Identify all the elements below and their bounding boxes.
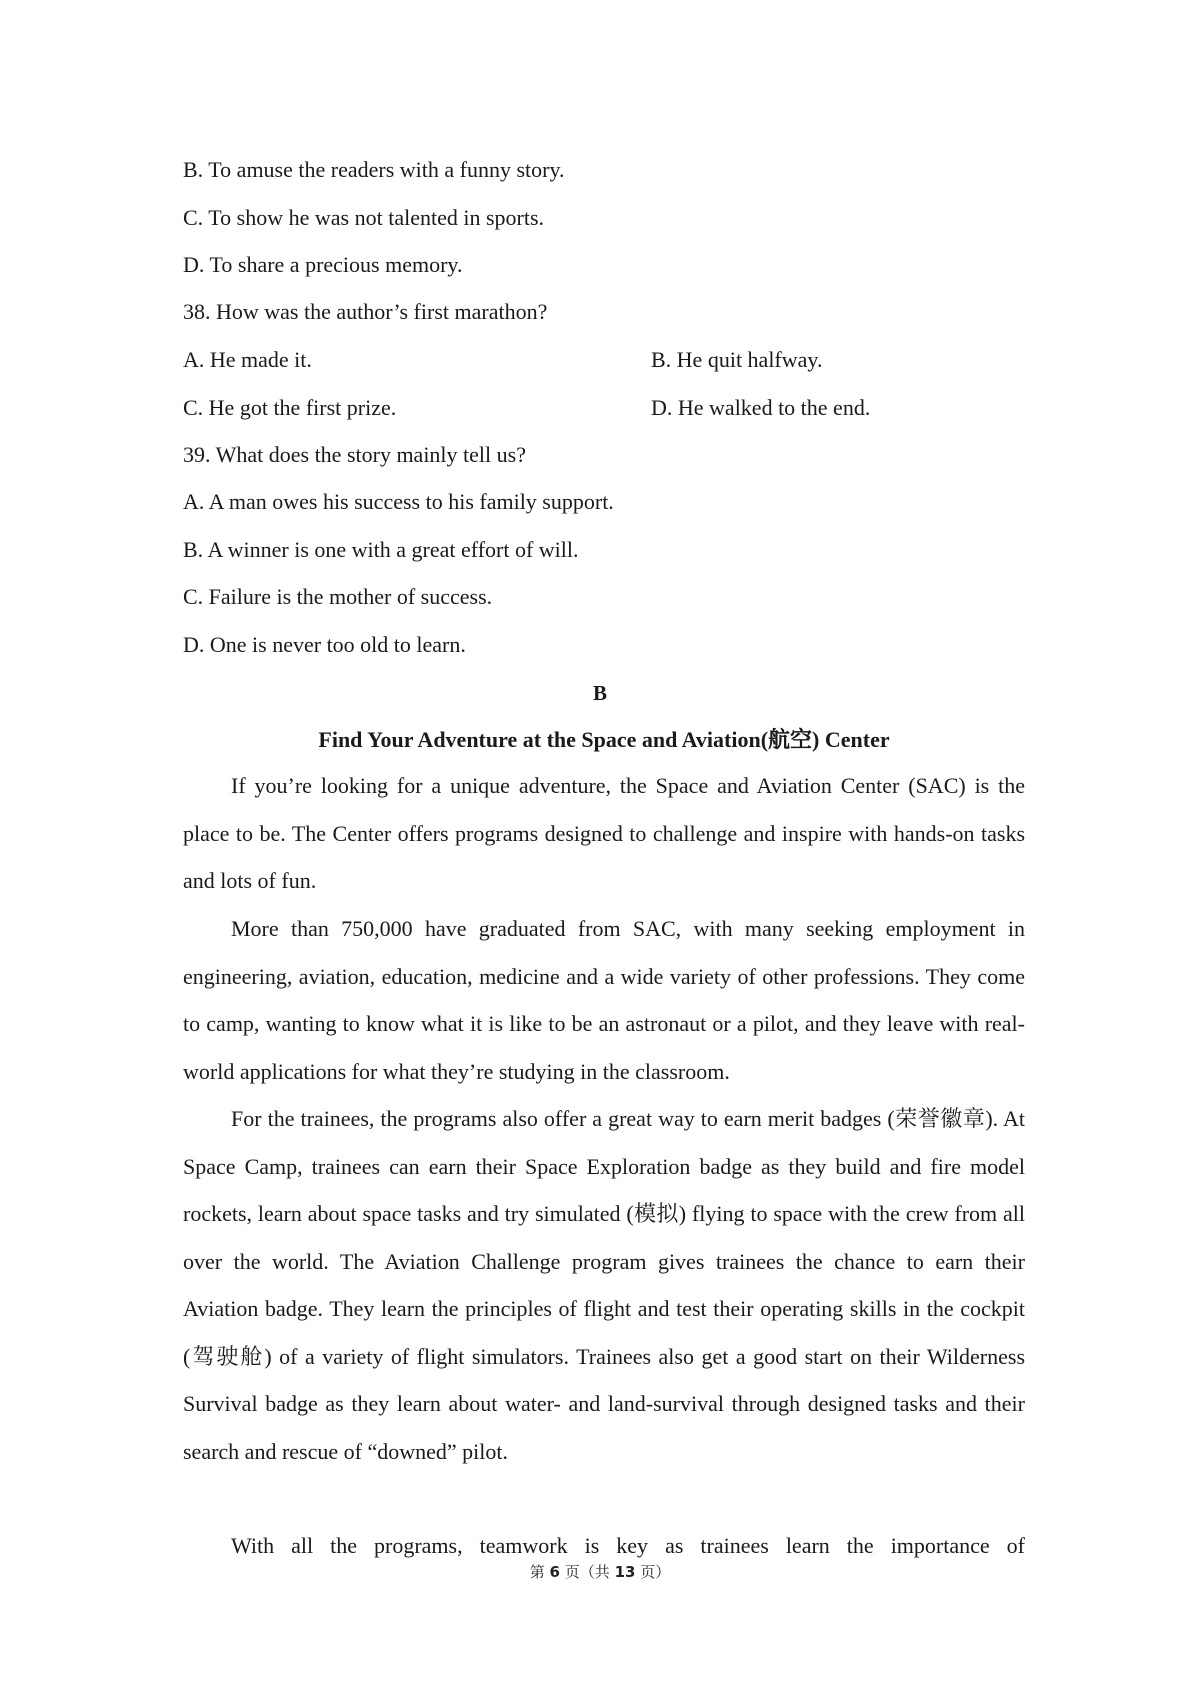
q37-option-b: B. To amuse the readers with a funny story. [183,157,565,182]
section-letter: B [592,681,607,705]
footer-suffix: 页） [640,1563,671,1581]
q38-question: 38. How was the author’s first marathon? [183,299,548,324]
q38-option-b: B. He quit halfway. [651,347,823,372]
passage-title: Find Your Adventure at the Space and Aviation(航空) Center [318,727,890,752]
footer-total-pages: 13 [614,1563,636,1581]
passage-paragraph-4: With all the programs, teamwork is key as trainees learn the importance of [231,1533,1025,1558]
q37-option-c: C. To show he was not talented in sports. [183,205,545,230]
passage-paragraph-1: If you’re looking for a unique adventure, the Space and Aviation Center (SAC) is the place to be. The Center offers programs designed to challenge and inspire with hands-on tasks and lots of fun. [183,773,1025,893]
footer-prefix: 第 [529,1563,545,1581]
footer-middle: 页（共 [564,1563,610,1581]
q38-option-a: A. He made it. [183,347,312,372]
page-footer [0,1562,1200,1582]
passage-paragraph-2: More than 750,000 have graduated from SAC, with many seeking employment in engineering, aviation, education, medicine and a wide variety of other professions. They come to camp, wanting to know what it is like to be an astronaut or a pilot, and they leave with real-world applications for what they’re studying in the classroom. [183,916,1025,1084]
q39-option-c: C. Failure is the mother of success. [183,584,493,609]
q38-option-d: D. He walked to the end. [651,395,871,420]
q37-option-d: D. To share a precious memory. [183,252,463,277]
q39-option-d: D. One is never too old to learn. [183,632,466,657]
q39-question: 39. What does the story mainly tell us? [183,442,526,467]
q39-option-a: A. A man owes his success to his family support. [183,489,614,514]
q39-option-b: B. A winner is one with a great effort of will. [183,537,579,562]
footer-page-number: 6 [549,1563,560,1581]
passage-paragraph-3: For the trainees, the programs also offer a great way to earn merit badges (荣誉徽章). At Space Camp, trainees can earn their Space Exploration badge as they build and fire model rockets, learn about space tasks and try simulated (模拟) flying to space with the crew from all over the world. The Aviation Challenge program gives trainees the chance to earn their Aviation badge. They learn the principles of flight and test their operating skills in the cockpit (驾驶舱) of a variety of flight simulators. Trainees also get a good start on their Wilderness Survival badge as they learn about water- and land-survival through designed tasks and their search and rescue of “downed” pilot. [183,1106,1025,1464]
q38-option-c: C. He got the first prize. [183,395,397,420]
